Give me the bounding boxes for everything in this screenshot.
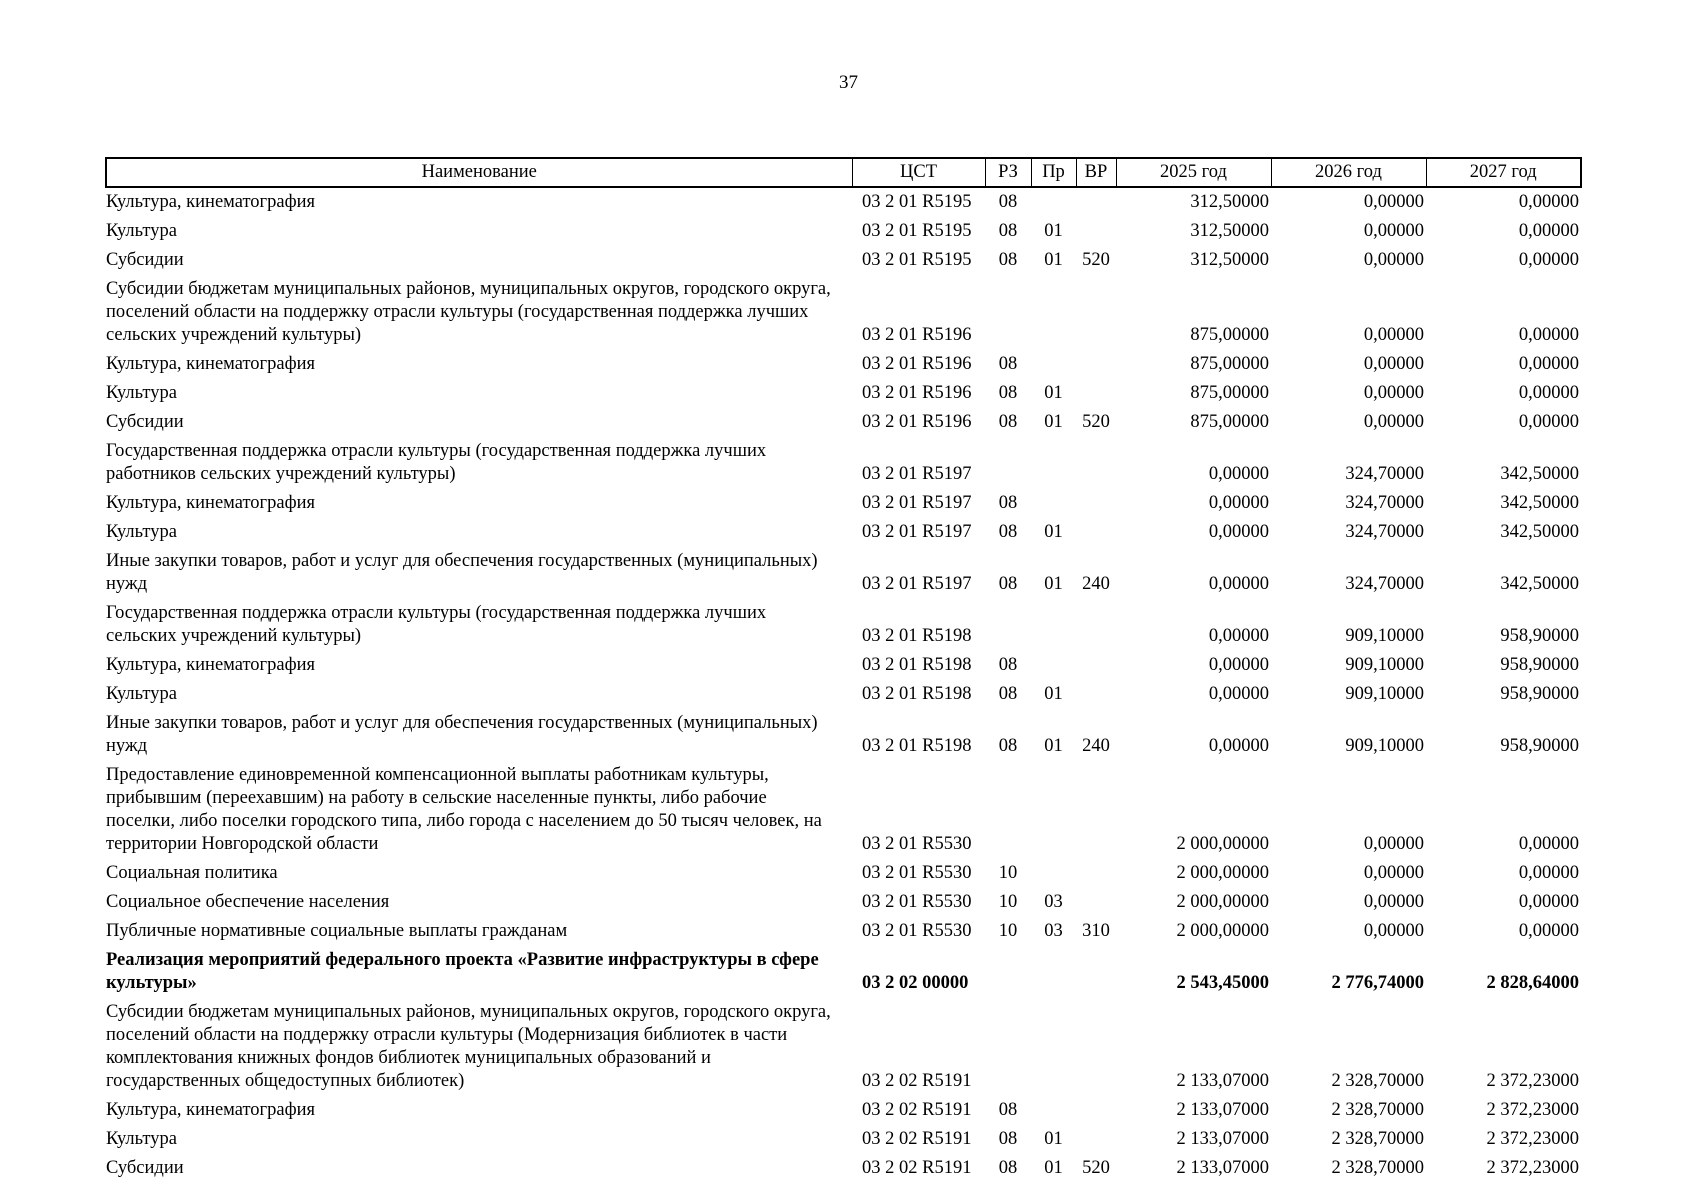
row-cst: 03 2 01 R5196 <box>862 412 972 432</box>
row-rz <box>985 275 1031 350</box>
row-vr <box>1076 599 1116 651</box>
row-vr: 240 <box>1082 574 1110 594</box>
row-2026: 909,10000 <box>1345 684 1424 704</box>
row-2027: 2 372,23000 <box>1486 1129 1579 1149</box>
row-rz <box>985 437 1031 489</box>
row-2026: 324,70000 <box>1345 574 1424 594</box>
row-rz: 08 <box>998 684 1018 704</box>
table-row <box>106 1096 1581 1125</box>
row-pr: 01 <box>1044 1158 1063 1178</box>
row-2027: 0,00000 <box>1518 221 1579 241</box>
row-cst: 03 2 02 R5191 <box>862 1100 972 1120</box>
table-row <box>106 217 1581 246</box>
row-2025: 0,00000 <box>1208 522 1269 542</box>
row-cst: 03 2 01 R5197 <box>862 522 972 542</box>
row-2025: 2 133,07000 <box>1176 1158 1269 1178</box>
row-name: Субсидии <box>106 1158 184 1178</box>
row-name: Государственная поддержка отрасли культуры (государственная поддержка лучших работников сельских учреждений культуры) <box>106 441 767 484</box>
row-2025: 2 133,07000 <box>1176 1100 1269 1120</box>
row-2026: 2 328,70000 <box>1331 1129 1424 1149</box>
row-2026: 909,10000 <box>1345 626 1424 646</box>
row-vr <box>1076 859 1116 888</box>
row-2027: 958,90000 <box>1500 684 1579 704</box>
table-row <box>106 518 1581 547</box>
row-vr: 520 <box>1082 250 1110 270</box>
header-name: Наименование <box>106 158 852 187</box>
row-2027: 342,50000 <box>1500 493 1579 513</box>
row-pr <box>1031 761 1076 859</box>
header-vr: ВР <box>1076 158 1116 187</box>
row-2025: 312,50000 <box>1190 192 1269 212</box>
header-2027: 2027 год <box>1426 158 1581 187</box>
row-2027: 0,00000 <box>1518 892 1579 912</box>
row-name: Субсидии бюджетам муниципальных районов, муниципальных округов, городского округа, поселений области на поддержку отрасли культуры (Модернизация библиотек в части комплектования книжных фондов библиотек муниципальных образований и государственных общедоступных библиотек) <box>106 1002 831 1091</box>
row-name: Социальная политика <box>106 863 278 883</box>
row-2027: 0,00000 <box>1518 412 1579 432</box>
table-row <box>106 547 1581 599</box>
row-2026: 324,70000 <box>1345 464 1424 484</box>
row-2027: 2 828,64000 <box>1486 973 1579 993</box>
row-vr <box>1076 275 1116 350</box>
row-cst: 03 2 01 R5195 <box>862 192 972 212</box>
row-2025: 2 000,00000 <box>1176 892 1269 912</box>
row-2027: 2 372,23000 <box>1486 1071 1579 1091</box>
row-cst: 03 2 02 00000 <box>862 973 969 993</box>
page-number: 37 <box>839 72 858 93</box>
budget-table <box>105 157 1582 1183</box>
row-pr: 01 <box>1044 684 1063 704</box>
row-2026: 0,00000 <box>1363 354 1424 374</box>
row-vr <box>1076 680 1116 709</box>
row-pr: 01 <box>1044 221 1063 241</box>
row-rz: 10 <box>998 921 1018 941</box>
row-2027: 342,50000 <box>1500 464 1579 484</box>
row-pr <box>1031 275 1076 350</box>
header-rz: РЗ <box>985 158 1031 187</box>
row-rz: 10 <box>998 892 1018 912</box>
row-2026: 0,00000 <box>1363 325 1424 345</box>
row-2027: 0,00000 <box>1518 834 1579 854</box>
header-cst: ЦСТ <box>852 158 985 187</box>
row-name: Реализация мероприятий федерального проекта «Развитие инфраструктуры в сфере культуры» <box>106 950 819 993</box>
table-row <box>106 1154 1581 1183</box>
row-cst: 03 2 01 R5195 <box>862 221 972 241</box>
table-row <box>106 761 1581 859</box>
row-cst: 03 2 01 R5197 <box>862 493 972 513</box>
row-name: Культура, кинематография <box>106 493 316 513</box>
row-name: Культура, кинематография <box>106 655 316 675</box>
row-vr <box>1076 998 1116 1096</box>
row-2025: 312,50000 <box>1190 250 1269 270</box>
table-row <box>106 917 1581 946</box>
table-row <box>106 246 1581 275</box>
row-vr <box>1076 1125 1116 1154</box>
row-vr <box>1076 518 1116 547</box>
row-pr: 01 <box>1044 412 1063 432</box>
row-cst: 03 2 01 R5196 <box>862 325 972 345</box>
table-row <box>106 946 1581 998</box>
row-vr <box>1076 217 1116 246</box>
row-2025: 0,00000 <box>1208 493 1269 513</box>
row-rz: 08 <box>998 493 1018 513</box>
row-2026: 909,10000 <box>1345 736 1424 756</box>
row-vr <box>1076 946 1116 998</box>
row-rz: 08 <box>998 192 1018 212</box>
header-pr: Пр <box>1031 158 1076 187</box>
table-row <box>106 998 1581 1096</box>
row-name: Субсидии <box>106 412 184 432</box>
row-cst: 03 2 02 R5191 <box>862 1129 972 1149</box>
row-2026: 324,70000 <box>1345 522 1424 542</box>
row-rz: 08 <box>998 250 1018 270</box>
row-2025: 875,00000 <box>1190 354 1269 374</box>
row-cst: 03 2 01 R5195 <box>862 250 972 270</box>
row-2025: 2 000,00000 <box>1176 863 1269 883</box>
row-cst: 03 2 01 R5197 <box>862 464 972 484</box>
table-row <box>106 408 1581 437</box>
row-rz <box>985 761 1031 859</box>
row-2026: 0,00000 <box>1363 892 1424 912</box>
table-row <box>106 379 1581 408</box>
row-name: Предоставление единовременной компенсационной выплаты работникам культуры, прибывшим (переехавшим) на работу в сельские населенные пункты, либо рабочие поселки, либо поселки городского типа, либо города с населением до 50 тысяч человек, на территории Новгородской области <box>106 765 822 854</box>
row-2026: 2 328,70000 <box>1331 1100 1424 1120</box>
row-pr: 01 <box>1044 574 1063 594</box>
row-cst: 03 2 01 R5198 <box>862 736 972 756</box>
row-name: Культура <box>106 383 177 403</box>
row-vr <box>1076 888 1116 917</box>
row-2027: 0,00000 <box>1518 250 1579 270</box>
row-vr <box>1076 489 1116 518</box>
row-rz: 08 <box>998 1158 1018 1178</box>
row-vr: 240 <box>1082 736 1110 756</box>
row-2026: 2 328,70000 <box>1331 1071 1424 1091</box>
row-vr <box>1076 379 1116 408</box>
row-pr: 01 <box>1044 250 1063 270</box>
row-2026: 0,00000 <box>1363 921 1424 941</box>
row-2025: 0,00000 <box>1208 736 1269 756</box>
row-name: Культура, кинематография <box>106 192 316 212</box>
row-rz: 10 <box>998 863 1018 883</box>
row-rz: 08 <box>998 655 1018 675</box>
row-name: Культура, кинематография <box>106 1100 316 1120</box>
table-row <box>106 489 1581 518</box>
row-2025: 0,00000 <box>1208 574 1269 594</box>
row-rz: 08 <box>998 354 1018 374</box>
row-name: Социальное обеспечение населения <box>106 892 390 912</box>
row-cst: 03 2 01 R5530 <box>862 834 972 854</box>
row-rz: 08 <box>998 574 1018 594</box>
row-2025: 0,00000 <box>1208 626 1269 646</box>
row-rz: 08 <box>998 1100 1018 1120</box>
row-2026: 324,70000 <box>1345 493 1424 513</box>
row-2027: 0,00000 <box>1518 192 1579 212</box>
row-rz <box>985 599 1031 651</box>
row-name: Культура <box>106 1129 177 1149</box>
row-2027: 2 372,23000 <box>1486 1158 1579 1178</box>
table-row <box>106 275 1581 350</box>
row-2026: 0,00000 <box>1363 383 1424 403</box>
row-vr: 310 <box>1082 921 1110 941</box>
row-2027: 342,50000 <box>1500 574 1579 594</box>
row-2027: 0,00000 <box>1518 325 1579 345</box>
table-row <box>106 350 1581 379</box>
table-row <box>106 859 1581 888</box>
row-pr: 03 <box>1044 921 1063 941</box>
row-pr <box>1031 859 1076 888</box>
row-cst: 03 2 01 R5198 <box>862 684 972 704</box>
row-pr: 03 <box>1044 892 1063 912</box>
row-rz <box>985 998 1031 1096</box>
row-name: Государственная поддержка отрасли культуры (государственная поддержка лучших сельских учреждений культуры) <box>106 603 767 646</box>
row-vr <box>1076 350 1116 379</box>
row-rz <box>985 946 1031 998</box>
row-2026: 0,00000 <box>1363 412 1424 432</box>
row-rz: 08 <box>998 1129 1018 1149</box>
row-cst: 03 2 02 R5191 <box>862 1158 972 1178</box>
row-cst: 03 2 01 R5198 <box>862 626 972 646</box>
row-2025: 0,00000 <box>1208 464 1269 484</box>
header-row <box>106 158 1581 187</box>
row-cst: 03 2 01 R5196 <box>862 354 972 374</box>
row-2027: 342,50000 <box>1500 522 1579 542</box>
row-vr <box>1076 761 1116 859</box>
row-cst: 03 2 01 R5196 <box>862 383 972 403</box>
row-cst: 03 2 01 R5530 <box>862 863 972 883</box>
row-2026: 909,10000 <box>1345 655 1424 675</box>
row-vr <box>1076 187 1116 217</box>
row-cst: 03 2 01 R5530 <box>862 892 972 912</box>
row-name: Культура <box>106 684 177 704</box>
row-2026: 0,00000 <box>1363 863 1424 883</box>
row-name: Субсидии бюджетам муниципальных районов, муниципальных округов, городского округа, поселений области на поддержку отрасли культуры (государственная поддержка лучших сельских учреждений культуры) <box>106 279 831 345</box>
row-2025: 2 133,07000 <box>1176 1129 1269 1149</box>
row-pr <box>1031 437 1076 489</box>
row-pr: 01 <box>1044 1129 1063 1149</box>
row-2025: 2 133,07000 <box>1176 1071 1269 1091</box>
table-body <box>106 187 1581 1183</box>
row-name: Культура <box>106 221 177 241</box>
table-row <box>106 599 1581 651</box>
row-2025: 312,50000 <box>1190 221 1269 241</box>
row-2025: 0,00000 <box>1208 655 1269 675</box>
row-pr: 01 <box>1044 522 1063 542</box>
row-2025: 875,00000 <box>1190 412 1269 432</box>
table-row <box>106 709 1581 761</box>
row-2025: 875,00000 <box>1190 325 1269 345</box>
row-cst: 03 2 01 R5530 <box>862 921 972 941</box>
table-row <box>106 1125 1581 1154</box>
row-pr <box>1031 946 1076 998</box>
row-pr: 01 <box>1044 383 1063 403</box>
row-vr: 520 <box>1082 412 1110 432</box>
row-name: Иные закупки товаров, работ и услуг для обеспечения государственных (муниципальных) нужд <box>106 551 818 594</box>
row-2026: 0,00000 <box>1363 834 1424 854</box>
row-vr <box>1076 1096 1116 1125</box>
row-2026: 2 328,70000 <box>1331 1158 1424 1178</box>
row-rz: 08 <box>998 383 1018 403</box>
row-vr <box>1076 437 1116 489</box>
row-2027: 0,00000 <box>1518 354 1579 374</box>
row-rz: 08 <box>998 221 1018 241</box>
table-row <box>106 187 1581 217</box>
table-header <box>106 158 1581 187</box>
row-vr: 520 <box>1082 1158 1110 1178</box>
row-name: Публичные нормативные социальные выплаты гражданам <box>106 921 568 941</box>
row-name: Культура, кинематография <box>106 354 316 374</box>
row-2025: 2 000,00000 <box>1176 834 1269 854</box>
row-pr <box>1031 599 1076 651</box>
row-2027: 2 372,23000 <box>1486 1100 1579 1120</box>
header-2026: 2026 год <box>1271 158 1426 187</box>
row-2025: 2 543,45000 <box>1176 973 1269 993</box>
row-2025: 0,00000 <box>1208 684 1269 704</box>
row-2026: 0,00000 <box>1363 250 1424 270</box>
row-cst: 03 2 01 R5198 <box>862 655 972 675</box>
row-name: Иные закупки товаров, работ и услуг для обеспечения государственных (муниципальных) нужд <box>106 713 818 756</box>
row-rz: 08 <box>998 522 1018 542</box>
row-pr <box>1031 998 1076 1096</box>
row-rz: 08 <box>998 736 1018 756</box>
table-row <box>106 888 1581 917</box>
row-2026: 0,00000 <box>1363 192 1424 212</box>
row-pr <box>1031 350 1076 379</box>
table-row <box>106 680 1581 709</box>
row-name: Субсидии <box>106 250 184 270</box>
row-2027: 958,90000 <box>1500 626 1579 646</box>
row-pr <box>1031 651 1076 680</box>
row-2027: 0,00000 <box>1518 383 1579 403</box>
table-row <box>106 437 1581 489</box>
row-2025: 875,00000 <box>1190 383 1269 403</box>
row-cst: 03 2 01 R5197 <box>862 574 972 594</box>
row-pr <box>1031 489 1076 518</box>
row-2027: 0,00000 <box>1518 921 1579 941</box>
row-2027: 958,90000 <box>1500 655 1579 675</box>
header-2025: 2025 год <box>1116 158 1271 187</box>
row-2026: 0,00000 <box>1363 221 1424 241</box>
row-cst: 03 2 02 R5191 <box>862 1071 972 1091</box>
row-rz: 08 <box>998 412 1018 432</box>
row-2025: 2 000,00000 <box>1176 921 1269 941</box>
row-vr <box>1076 651 1116 680</box>
row-2027: 0,00000 <box>1518 863 1579 883</box>
row-2027: 958,90000 <box>1500 736 1579 756</box>
table-row <box>106 651 1581 680</box>
row-name: Культура <box>106 522 177 542</box>
row-pr <box>1031 1096 1076 1125</box>
row-pr <box>1031 187 1076 217</box>
row-pr: 01 <box>1044 736 1063 756</box>
row-2026: 2 776,74000 <box>1331 973 1424 993</box>
